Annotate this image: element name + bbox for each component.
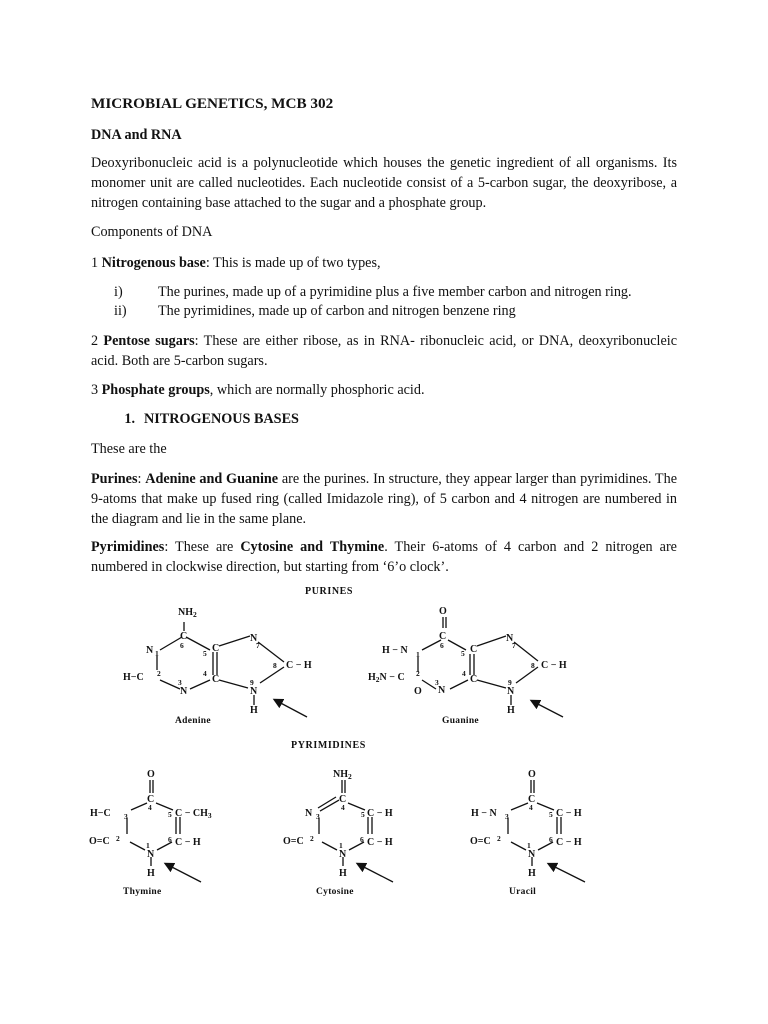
svg-text:C − CH3: $C - CH_3$ [175, 808, 212, 820]
uracil-structure [470, 769, 582, 879]
svg-text:NH2: $NH_2$ [333, 769, 352, 781]
svg-text:C: C [439, 631, 447, 642]
svg-text:O: O [147, 769, 155, 780]
svg-text:O: O [439, 606, 447, 617]
svg-text:H2N − C: $H_2N - C$ [368, 672, 405, 684]
svg-text:1: 1 [527, 841, 531, 850]
svg-text:N: N [147, 849, 155, 860]
svg-text:N: N [438, 685, 446, 696]
guanine-label: Guanine [442, 716, 479, 726]
svg-text:4: 4 [529, 803, 533, 812]
svg-text:N: N [528, 849, 536, 860]
svg-text:H: H [250, 705, 258, 716]
component-2-term: Pentose sugars [103, 333, 195, 349]
svg-text:H: H [528, 868, 536, 879]
component-2: 2 Pentose sugars: These are either ribose, as in RNA- ribonucleic acid, or DNA, deoxyribonucleic acid. Both are 5-carbon sugars. [91, 333, 677, 369]
svg-text:5: 5 [361, 810, 365, 819]
components-heading: Components of DNA [91, 224, 213, 240]
svg-text:6: 6 [180, 641, 184, 650]
cytosine-structure [283, 769, 393, 879]
section-heading-dna-rna: DNA and RNA [91, 127, 182, 143]
svg-text:N: N [507, 686, 515, 697]
cytosine-label: Cytosine [316, 887, 354, 897]
svg-text:C − H: C − H [556, 837, 582, 848]
svg-text:NH2: $NH_2$ [178, 607, 197, 619]
svg-text:7: 7 [256, 641, 260, 650]
svg-text:N: N [506, 633, 514, 644]
svg-text:3: 3 [178, 678, 182, 687]
svg-text:6: 6 [360, 835, 364, 844]
pyrimidines-caption: PYRIMIDINES [291, 740, 366, 751]
document-page: MICROBIAL GENETICS, MCB 302 DNA and RNA Deoxyribonucleic acid is a polynucleotide which houses the genetic ingredient of all organisms. Its monomer unit are called nucleotides. Each nucleotide consist of a 5-carbon sugar, the deoxyribose, a nitrogen containing base attached to the sugar and a phosphate group. Components of DNA 1 Nitrogenous base: This is made up of two types, i) The purines, made up of a pyrimidine plus a five member carbon and nitrogen ring. ii) The pyrimidines, made up of carbon and nitrogen benzene ring 2 Pentose sugars: These are either ribose, as in RNA- ribonucleic acid, or DNA, deoxyribonucleic acid. Both are 5-carbon sugars. 3 Phosphate groups, which are normally phosphoric acid. 1. NITROGENOUS BASES These are the Purines: Adenine and Guanine are the purines. In structure, they appear larger than pyrimidines. The 9-atoms that make up fused ring (called Imidazole ring), of 5 carbon and 4 nitrogen are numbered in the diagram and lie in the same plane. Pyrimidines: These are Cytosine and Thymine. Their 6-atoms of 4 carbon and 2 nitrogen are numbered in clockwise direction, but starting from ‘6’o clock’. PURINES PYRIMIDINES Adenine Guanine Thymine Cytosine Uracil $NH_2$ C 6 N 1 5 C N 7 8 C − H H−C 2 3 N 4 C 9 N H O C 6 H − N 1 5 C N 7 8 C − H $H_2N - C$ 2 3 N O 4 C 9 N H O C 4 H−C 3 5 $C - CH_3$ O=C 2 6 C − H 1 N H $NH_2$ C 4 N 3 5 C − H O=C 2 6 C − H 1 N H O C 4 H − N 3 5 C − H O=C 2 6 C − H 1 N H [0, 0, 768, 1024]
svg-text:4: 4 [148, 803, 152, 812]
purines-caption: PURINES [305, 586, 354, 597]
component-3: 3 Phosphate groups, which are normally phosphoric acid. [91, 382, 425, 398]
document-title: MICROBIAL GENETICS, MCB 302 [91, 95, 334, 112]
svg-text:C − H: C − H [367, 808, 393, 819]
svg-text:8: 8 [531, 661, 535, 670]
component-1: 1 Nitrogenous base: This is made up of two types, [91, 255, 381, 271]
svg-text:4: 4 [462, 669, 466, 678]
svg-text:C: C [470, 644, 478, 655]
svg-text:C: C [528, 794, 536, 805]
svg-text:H: H [147, 868, 155, 879]
component-3-term: Phosphate groups [101, 382, 210, 398]
svg-text:C: C [470, 674, 478, 685]
section-nitrogenous-bases: 1. NITROGENOUS BASES [124, 411, 299, 427]
svg-text:1: 1 [416, 650, 420, 659]
svg-text:N: N [250, 686, 258, 697]
svg-text:7: 7 [512, 641, 516, 650]
svg-text:4: 4 [341, 803, 345, 812]
svg-text:3: 3 [124, 812, 128, 821]
thymine-label: Thymine [123, 887, 162, 897]
svg-text:C: C [147, 794, 155, 805]
svg-text:2: 2 [116, 834, 120, 843]
svg-text:N: N [305, 808, 313, 819]
svg-text:C: C [180, 631, 188, 642]
svg-text:O=C: O=C [470, 836, 491, 847]
svg-text:N: N [250, 633, 258, 644]
svg-text:2: 2 [157, 669, 161, 678]
svg-text:C: C [212, 674, 220, 685]
svg-text:N: N [146, 645, 154, 656]
pyrimidines-paragraph: Pyrimidines: These are Cytosine and Thymine. Their 6-atoms of 4 carbon and 2 nitrogen are numbered in clockwise direction, but starting from ‘6’o clock’. [91, 539, 677, 575]
svg-text:3: 3 [435, 678, 439, 687]
svg-text:H − N: H − N [382, 645, 408, 656]
svg-text:C: C [339, 794, 347, 805]
component-1-term: Nitrogenous base [101, 255, 206, 271]
svg-text:9: 9 [250, 678, 254, 687]
svg-text:2: 2 [310, 834, 314, 843]
svg-text:H−C: H−C [90, 808, 111, 819]
svg-text:H: H [507, 705, 515, 716]
svg-text:5: 5 [168, 810, 172, 819]
svg-text:3: 3 [505, 812, 509, 821]
svg-text:4: 4 [203, 669, 207, 678]
svg-text:6: 6 [440, 641, 444, 650]
svg-text:1: 1 [155, 649, 159, 658]
svg-text:8: 8 [273, 661, 277, 670]
svg-text:N: N [180, 686, 188, 697]
svg-text:O=C: O=C [283, 836, 304, 847]
svg-text:N: N [339, 849, 347, 860]
svg-text:6: 6 [549, 835, 553, 844]
svg-text:6: 6 [168, 835, 172, 844]
svg-text:O: O [528, 769, 536, 780]
svg-text:C − H: C − H [175, 837, 201, 848]
uracil-label: Uracil [509, 887, 537, 897]
svg-text:5: 5 [461, 649, 465, 658]
these-are-line: These are the [91, 441, 167, 457]
svg-text:H: H [339, 868, 347, 879]
svg-text:C − H: C − H [286, 660, 312, 671]
svg-text:H − N: H − N [471, 808, 497, 819]
svg-text:5: 5 [203, 649, 207, 658]
svg-text:2: 2 [497, 834, 501, 843]
svg-text:3: 3 [316, 812, 320, 821]
adenine-label: Adenine [175, 716, 211, 726]
svg-text:2: 2 [416, 669, 420, 678]
svg-text:1: 1 [339, 841, 343, 850]
svg-text:C − H: C − H [556, 808, 582, 819]
svg-text:C − H: C − H [541, 660, 567, 671]
intro-paragraph: Deoxyribonucleic acid is a polynucleotide which houses the genetic ingredient of all organisms. Its monomer unit are called nucleotides. Each nucleotide consist of a 5-carbon sugar, the deoxyribose, a nitrogen containing base attached to the sugar and a phosphate group. [91, 155, 677, 211]
svg-text:O=C: O=C [89, 836, 110, 847]
svg-text:H−C: H−C [123, 672, 144, 683]
svg-text:O: O [414, 686, 422, 697]
svg-text:C − H: C − H [367, 837, 393, 848]
purines-paragraph: Purines: Adenine and Guanine are the purines. In structure, they appear larger than pyrimidines. The 9-atoms that make up fused ring (called Imidazole ring), of 5 carbon and 4 nitrogen are numbered in the diagram and lie in the same plane. [91, 471, 677, 527]
svg-text:9: 9 [508, 678, 512, 687]
svg-text:1: 1 [146, 841, 150, 850]
svg-text:C: C [212, 643, 220, 654]
svg-text:5: 5 [549, 810, 553, 819]
